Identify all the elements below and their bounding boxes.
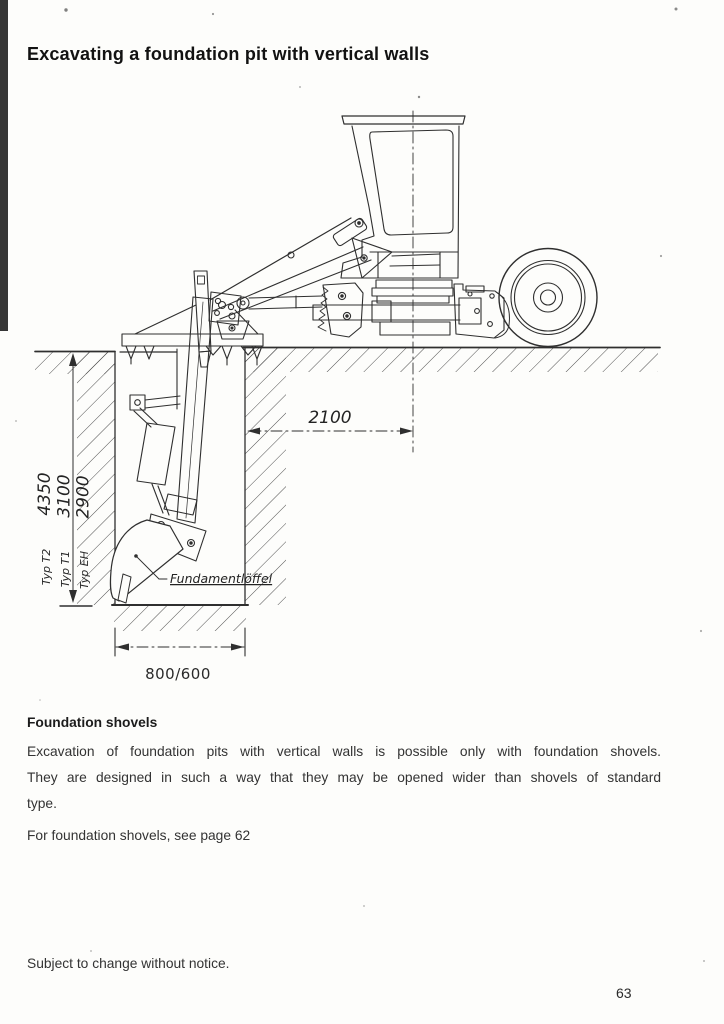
foundation-shovels-section — [27, 715, 661, 843]
swing-cylinder — [237, 283, 363, 337]
depth-value-t2: 4350 — [35, 472, 55, 516]
paragraph-line: Excavation of foundation pits with vertical walls is possible only with foundation shovels. — [27, 744, 661, 759]
page-number: 63 — [616, 985, 632, 1001]
bucket-label: Fundamentlöffel — [170, 571, 273, 586]
depth-value-t1: 3100 — [54, 474, 75, 518]
wheel — [499, 249, 597, 347]
page-title: Excavating a foundation pit with vertical walls — [27, 44, 430, 64]
excavator-body — [313, 116, 465, 335]
depth-type-t1: Typ T1 — [59, 550, 72, 588]
pit-width-label: 800/600 — [145, 665, 211, 683]
depth-value-eh: 2900 — [73, 475, 94, 519]
paragraph-line: They are designed in such a way that they may be opened wider than shovels of standard — [27, 770, 661, 785]
paragraph-line: type. — [27, 796, 57, 811]
section-heading: Foundation shovels — [27, 715, 158, 730]
foundation-bucket — [110, 520, 183, 603]
footer-note: Subject to change without notice. — [27, 956, 230, 971]
depth-type-t2: Typ T2 — [40, 548, 53, 586]
reach-dim-label: 2100 — [308, 408, 352, 428]
dimension-pit-width — [115, 628, 245, 683]
reference-line: For foundation shovels, see page 62 — [27, 828, 251, 843]
depth-type-eh: Typ EH — [78, 551, 91, 589]
